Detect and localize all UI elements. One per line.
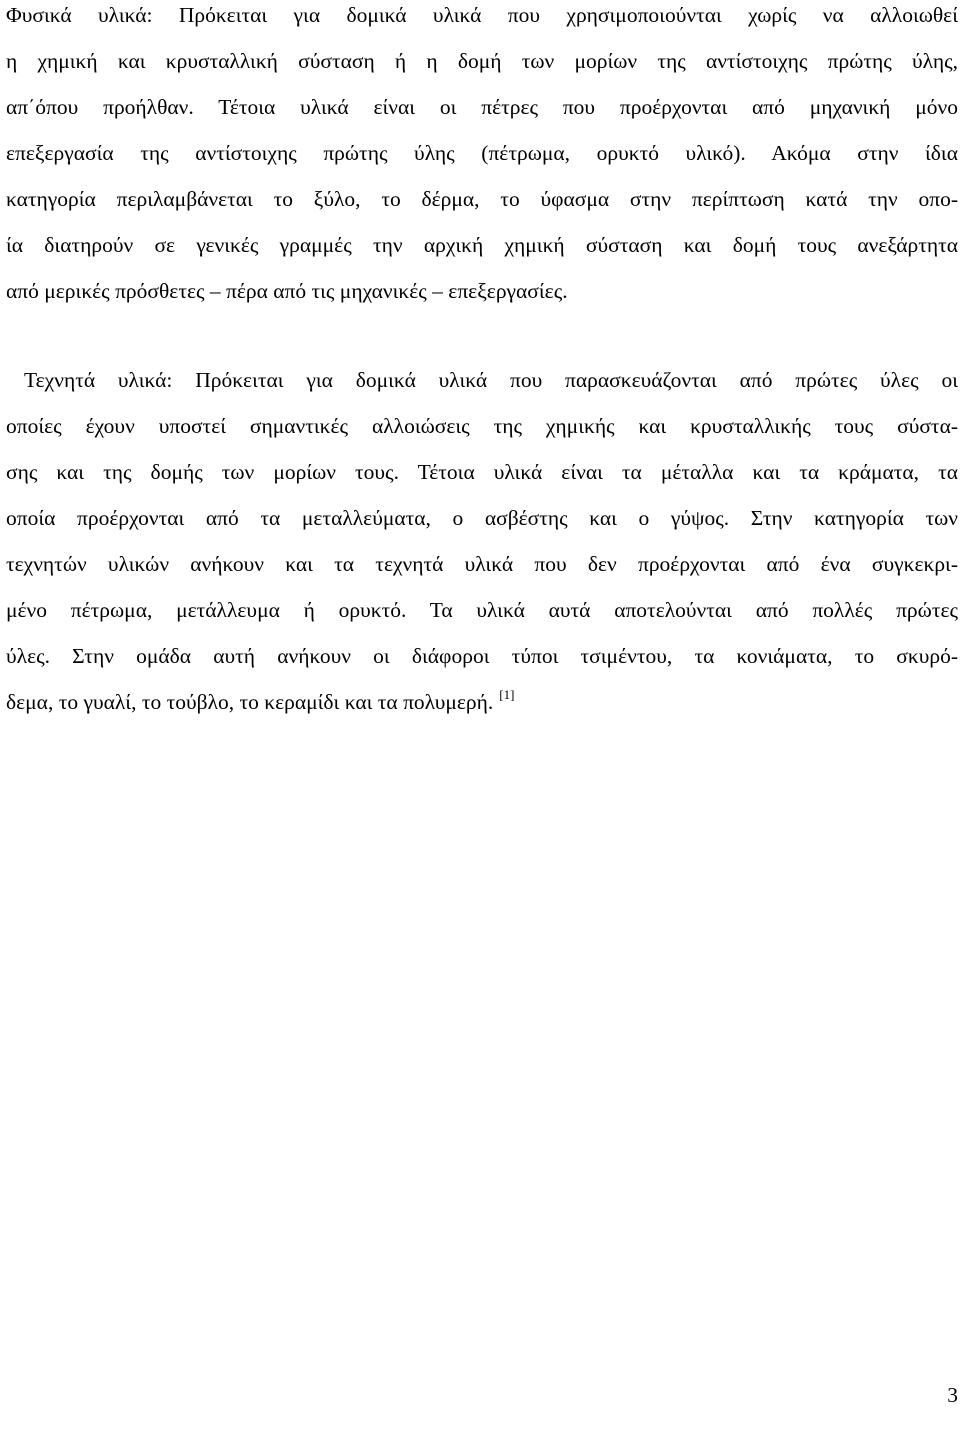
text-line: Φυσικά υλικά: Πρόκειται για δομικά υλικά που χρησιμοποιούνται χωρίς να αλλοιωθεί — [6, 3, 958, 27]
text-line: ύλες. Στην ομάδα αυτή ανήκουν οι διάφοροι τύποι τσιμέντου, τα κονιάματα, το σκυρό- — [6, 644, 958, 668]
text-line: κατηγορία περιλαμβάνεται το ξύλο, το δέρμα, το ύφασμα στην περίπτωση κατά την οπο- — [6, 187, 958, 211]
text-line: οποίες έχουν υποστεί σημαντικές αλλοιώσεις της χημικής και κρυσταλλικής τους σύστα- — [6, 414, 958, 438]
text-line: δεμα, το γυαλί, το τούβλο, το κεραμίδι και τα πολυμερή. — [6, 690, 494, 714]
text-line: σης και της δομής των μορίων τους. Τέτοια υλικά είναι τα μέταλλα και τα κράματα, τα — [6, 460, 958, 484]
text-line: επεξεργασία της αντίστοιχης πρώτης ύλης (πέτρωμα, ορυκτό υλικό). Ακόμα στην ίδια — [6, 141, 958, 165]
citation-reference: [1] — [499, 687, 515, 702]
page-number: 3 — [947, 1383, 958, 1407]
text-line: οποία προέρχονται από τα μεταλλεύματα, ο ασβέστης και ο γύψος. Στην κατηγορία των — [6, 506, 958, 530]
text-line: μένο πέτρωμα, μετάλλευμα ή ορυκτό. Τα υλικά αυτά αποτελούνται από πολλές πρώτες — [6, 598, 958, 622]
paragraph-natural-materials — [6, 0, 958, 314]
text-line: απ΄όπου προήλθαν. Τέτοια υλικά είναι οι πέτρες που προέρχονται από μηχανική μόνο — [6, 95, 958, 119]
text-line: ία διατηρούν σε γενικές γραμμές την αρχική χημική σύσταση και δομή τους ανεξάρτητα — [6, 233, 958, 257]
paragraph-artificial-materials — [6, 357, 958, 725]
text-line-with-reference — [6, 679, 958, 725]
text-line: η χημική και κρυσταλλική σύσταση ή η δομή των μορίων της αντίστοιχης πρώτης ύλης, — [6, 49, 958, 73]
text-line: Τεχνητά υλικά: Πρόκειται για δομικά υλικά που παρασκευάζονται από πρώτες ύλες οι — [24, 368, 958, 392]
text-line: τεχνητών υλικών ανήκουν και τα τεχνητά υλικά που δεν προέρχονται από ένα συγκεκρι- — [6, 552, 958, 576]
text-line: από μερικές πρόσθετες – πέρα από τις μηχανικές – επεξεργασίες. — [6, 279, 568, 303]
